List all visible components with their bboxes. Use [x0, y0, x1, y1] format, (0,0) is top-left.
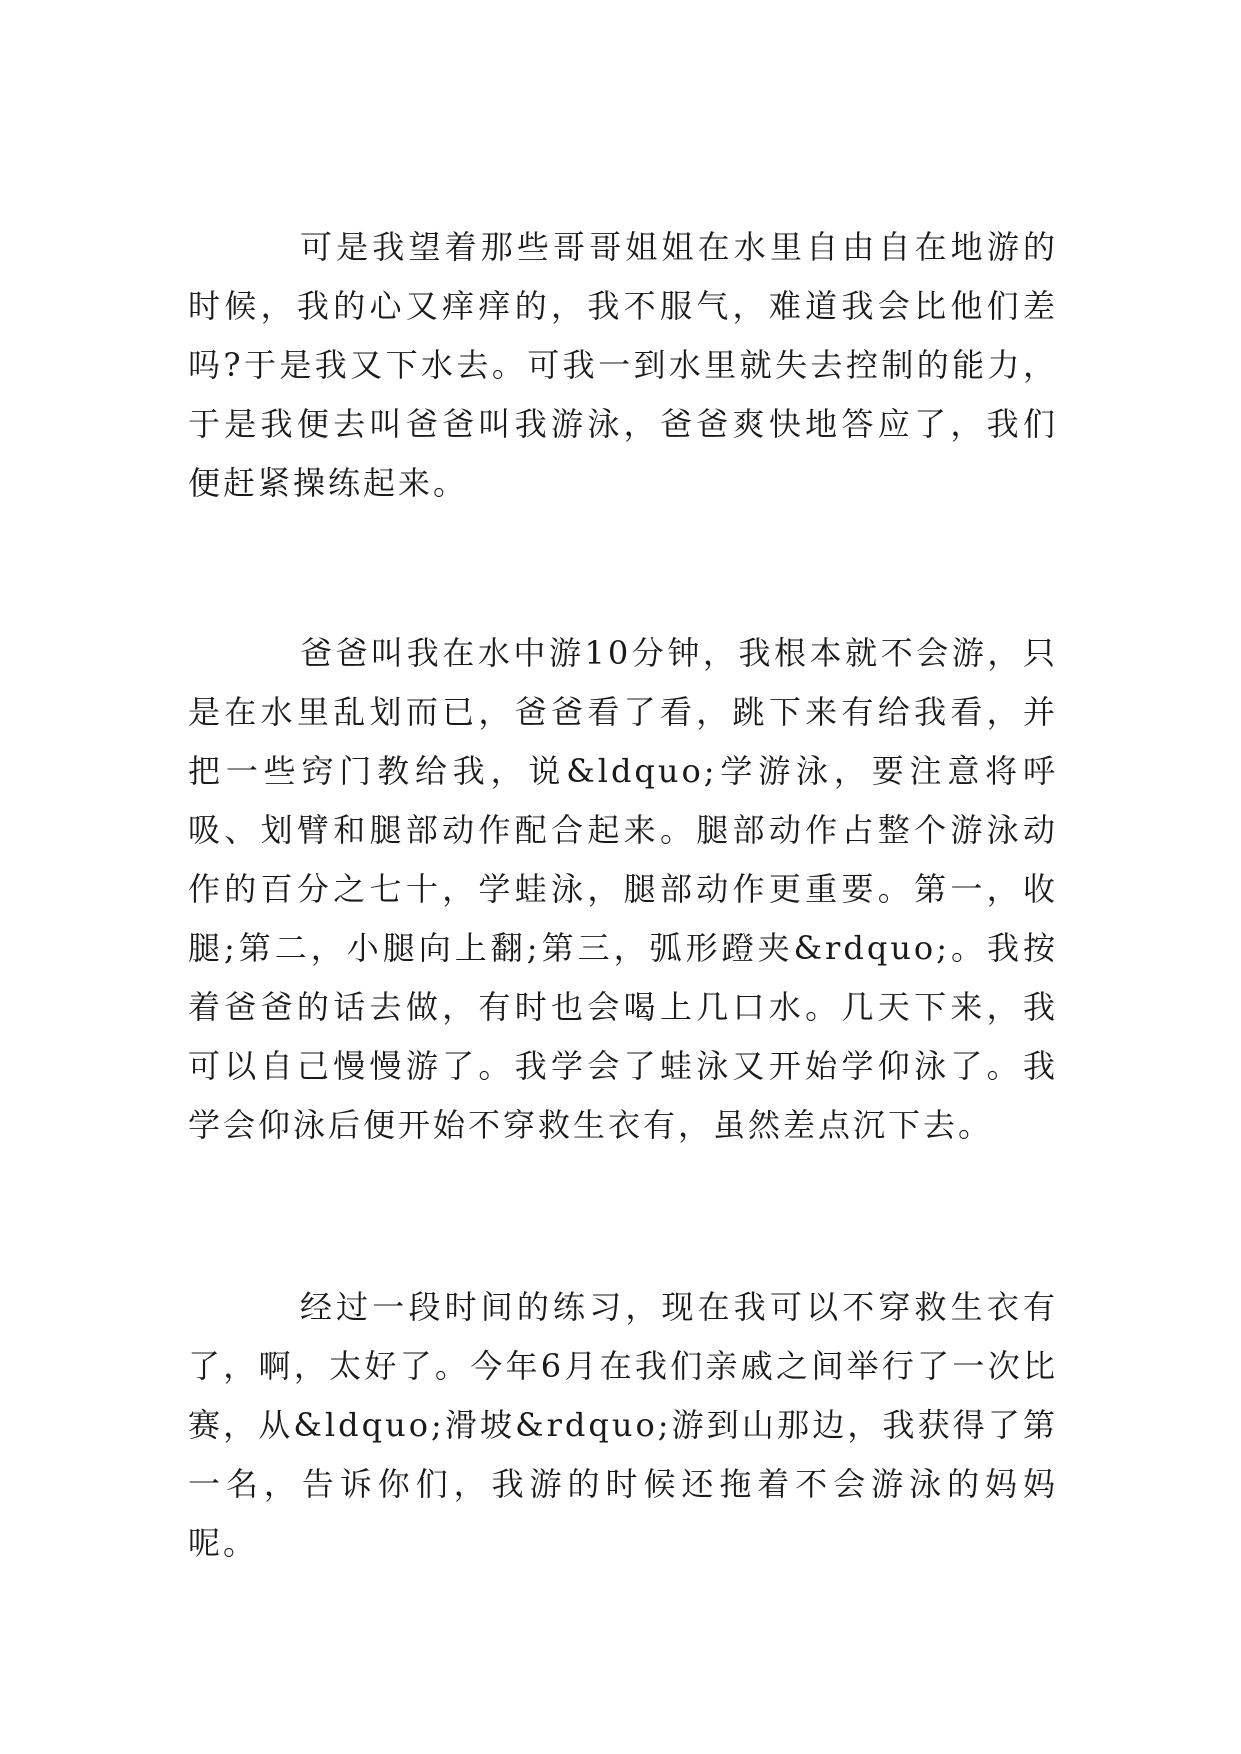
- paragraph-3: 经过一段时间的练习，现在我可以不穿救生衣有了，啊，太好了。今年6月在我们亲戚之间举行了一次比赛，从&ldquo;滑坡&rdquo;游到山那边，我获得了第一名，告诉你们，我游的时候还拖着不会游泳的妈妈呢。: [188, 1288, 1058, 1562]
- paragraph-2: 爸爸叫我在水中游10分钟，我根本就不会游，只是在水里乱划而已，爸爸看了看，跳下来有给我看，并把一些窍门教给我，说&ldquo;学游泳，要注意将呼吸、划臂和腿部动作配合起来。腿部动作占整个游泳动作的百分之七十，学蛙泳，腿部动作更重要。第一，收腿;第二，小腿向上翻;第三，弧形蹬夹&rdquo;。我按着爸爸的话去做，有时也会喝上几口水。几天下来，我可以自己慢慢游了。我学会了蛙泳又开始学仰泳了。我学会仰泳后便开始不穿救生衣有，虽然差点沉下去。: [188, 634, 1058, 1144]
- paragraph-1: 可是我望着那些哥哥姐姐在水里自由自在地游的时候，我的心又痒痒的，我不服气，难道我会比他们差吗?于是我又下水去。可我一到水里就失去控制的能力，于是我便去叫爸爸叫我游泳，爸爸爽快地答应了，我们便赶紧操练起来。: [188, 228, 1058, 502]
